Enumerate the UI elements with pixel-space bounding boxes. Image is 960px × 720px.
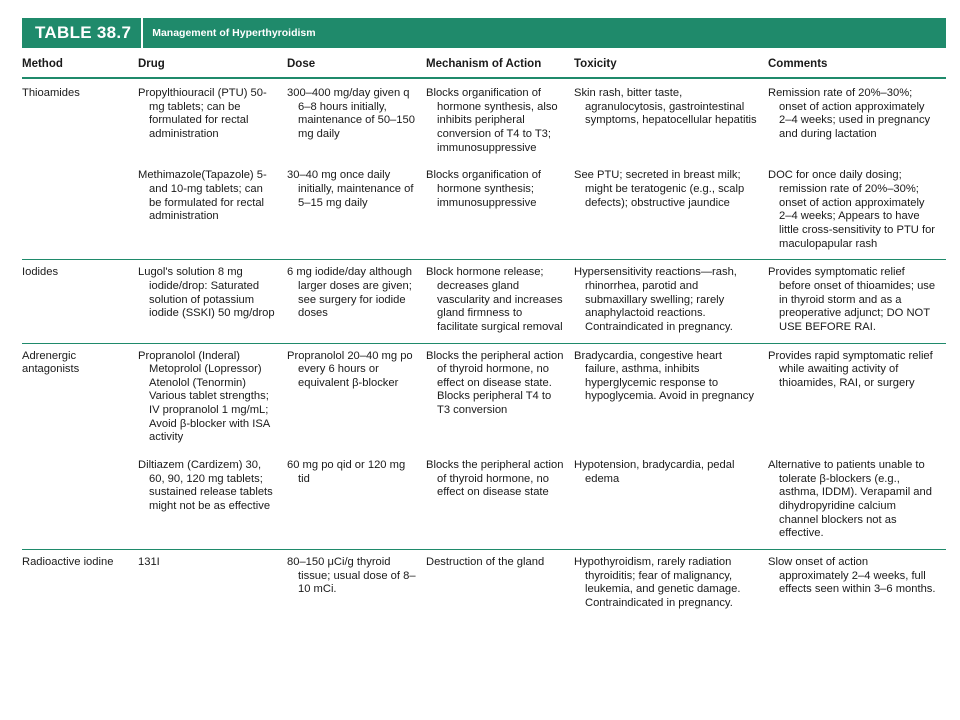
toxicity-cell: See PTU; secreted in breast milk; might be teratogenic (e.g., scalp defects); obstructive jaundice: [574, 163, 768, 259]
mechanism-cell: Destruction of the gland: [426, 556, 545, 569]
comments-cell: Provides rapid symptomatic relief while awaiting activity of thioamides, RAI, or surgery: [768, 349, 933, 389]
hyperthyroidism-table: [22, 50, 946, 619]
header-toxicity: Toxicity: [574, 50, 768, 78]
toxicity-cell: Skin rash, bitter taste, agranulocytosis, gastrointestinal symptoms, hepatocellular hepatitis: [574, 87, 757, 127]
header-dose: Dose: [287, 50, 426, 78]
table-header: [22, 50, 946, 78]
mechanism-cell: Blocks the peripheral action of thyroid hormone, no effect on disease state: [426, 453, 574, 549]
mechanism-cell: Blocks organification of hormone synthesis; immunosuppressive: [426, 163, 574, 259]
toxicity-cell: Hypotension, bradycardia, pedal edema: [574, 453, 768, 549]
method-cell: [22, 163, 138, 259]
comments-cell: DOC for once daily dosing; remission rate of 20%–30%; onset of action approximately 2–4 weeks; Appears to have little cross-sensitivity to PTU for maculopapular rash: [768, 163, 946, 259]
dose-cell: 60 mg po qid or 120 mg tid: [287, 453, 426, 549]
table-title: Management of Hyperthyroidism: [152, 27, 316, 39]
comments-cell: Provides symptomatic relief before onset of thioamides; use in thyroid storm and as a preoperative adjunct; DO NOT USE BEFORE RAI.: [768, 260, 946, 343]
method-cell: Radioactive iodine: [22, 556, 114, 569]
comments-cell: Slow onset of action approximately 2–4 weeks, full effects seen within 3–6 months.: [768, 556, 936, 596]
drug-cell: 131I: [138, 556, 160, 569]
table-row: [22, 343, 946, 453]
table-row: [22, 163, 946, 259]
drug-cell: Diltiazem (Cardizem) 30, 60, 90, 120 mg tablets; sustained release tablets might not be as effective: [138, 453, 287, 549]
header-method: Method: [22, 50, 138, 78]
dose-cell: 6 mg iodide/day although larger doses are given; see surgery for iodide doses: [287, 260, 426, 343]
method-cell: Iodides: [22, 260, 138, 343]
comments-cell: Remission rate of 20%–30%; onset of action approximately 2–4 weeks; used in pregnancy and during lactation: [768, 87, 931, 140]
dose-cell: 80–150 μCi/g thyroid tissue; usual dose of 8–10 mCi.: [287, 556, 416, 596]
table-row: [22, 453, 946, 549]
method-cell: [22, 453, 138, 549]
mechanism-cell: Block hormone release; decreases gland vascularity and increases gland firmness to facilitate surgical removal: [426, 260, 574, 343]
table-row: [22, 550, 946, 619]
method-cell: Adrenergic antagonists: [22, 349, 80, 376]
dose-cell: 300–400 mg/day given q 6–8 hours initially, maintenance of 50–150 mg daily: [287, 87, 415, 140]
drug-cell: Propylthiouracil (PTU) 50-mg tablets; can be formulated for rectal administration: [138, 87, 267, 140]
table-banner: [22, 18, 946, 48]
drug-cell: Propranolol (Inderal) Metoprolol (Lopressor) Atenolol (Tenormin) Various tablet strengths; IV propranolol 1 mg/mL; Avoid β-blocker with ISA activity: [138, 349, 270, 444]
mechanism-cell: Blocks the peripheral action of thyroid hormone, no effect on disease state. Blocks peripheral T4 to T3 conversion: [426, 349, 564, 417]
dose-cell: Propranolol 20–40 mg po every 6 hours or equivalent β-blocker: [287, 349, 413, 389]
header-comments: Comments: [768, 50, 946, 78]
drug-cell: Methimazole(Tapazole) 5- and 10-mg tablets; can be formulated for rectal administration: [138, 163, 287, 259]
mechanism-cell: Blocks organification of hormone synthesis, also inhibits peripheral conversion of T4 to T3; immunosuppressive: [426, 87, 558, 154]
comments-cell: Alternative to patients unable to tolerate β-blockers (e.g., asthma, IDDM). Verapamil and dihydropyridine calcium channel blockers not as effective.: [768, 453, 946, 549]
table-number: TABLE 38.7: [35, 23, 132, 42]
toxicity-cell: Hypersensitivity reactions—rash, rhinorrhea, parotid and submaxillary swelling; rarely anaphylactoid reactions. Contraindicated in pregnancy.: [574, 260, 768, 343]
header-drug: Drug: [138, 50, 287, 78]
method-cell: Thioamides: [22, 87, 80, 100]
toxicity-cell: Bradycardia, congestive heart failure, asthma, inhibits hyperglycemic response to hypoglycemia. Avoid in pregnancy: [574, 349, 754, 403]
dose-cell: 30–40 mg once daily initially, maintenance of 5–15 mg daily: [287, 163, 426, 259]
table-row: [22, 78, 946, 163]
toxicity-cell: Hypothyroidism, rarely radiation thyroiditis; fear of malignancy, leukemia, and genetic damage. Contraindicated in pregnancy.: [574, 556, 741, 610]
table-row: [22, 260, 946, 343]
drug-cell: Lugol's solution 8 mg iodide/drop: Saturated solution of potassium iodide (SSKI) 50 mg/drop: [138, 260, 287, 343]
header-mechanism: Mechanism of Action: [426, 50, 574, 78]
